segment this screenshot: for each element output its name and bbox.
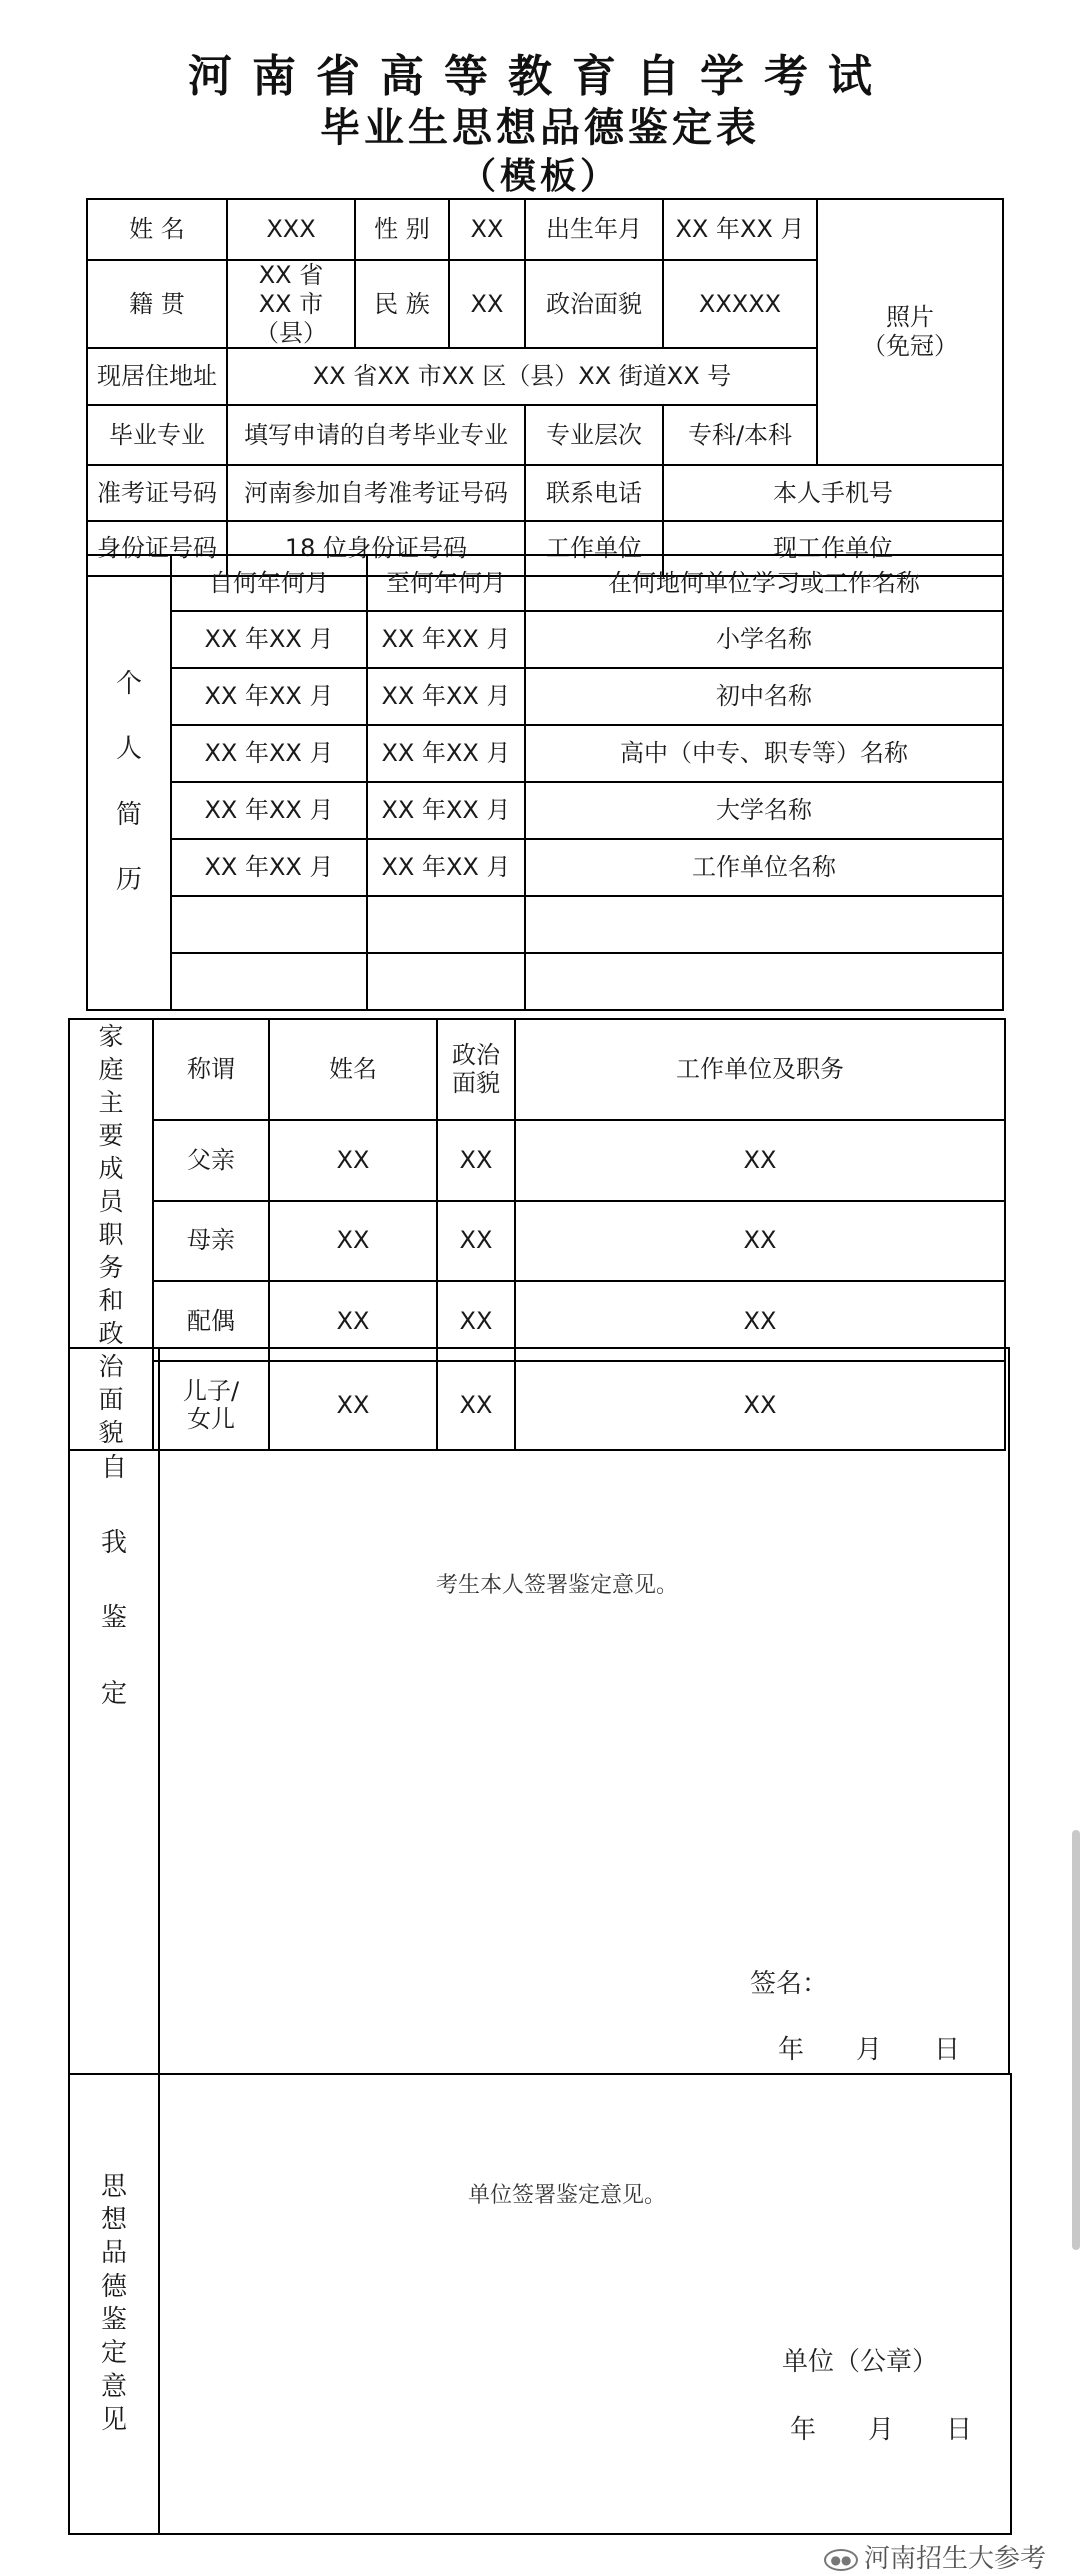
address-value: XX 省XX 市XX 区（县）XX 街道XX 号 [227, 348, 817, 405]
photo-note: （免冠） [862, 332, 958, 361]
family-header-political-text: 政治面貌 [451, 1041, 500, 1097]
resume-place: 大学名称 [525, 782, 1003, 839]
gender-value: XX [449, 199, 525, 260]
resume-table [86, 554, 1004, 1011]
family-political: XX [437, 1120, 515, 1200]
self-label-char: 我 [100, 1528, 127, 1559]
resume-from [171, 896, 367, 953]
family-work: XX [515, 1281, 1005, 1361]
basic-info-table [86, 198, 1004, 577]
gender-label: 性 别 [355, 199, 449, 260]
work-unit-label: 工作单位 [525, 521, 663, 576]
table-row [87, 782, 1003, 839]
signature-label: 签名： [750, 1969, 829, 1999]
template-label: （模板） [459, 156, 620, 197]
native-province: XX 省 [258, 261, 324, 289]
family-political: XX [437, 1361, 515, 1450]
level-value: 专科/本科 [663, 405, 817, 465]
id-number-value: 18 位身份证号码 [227, 521, 525, 576]
resume-from: XX 年XX 月 [171, 839, 367, 896]
level-label: 专业层次 [525, 405, 663, 465]
form-subtitle: 毕业生思想品德鉴定表 [320, 105, 760, 151]
resume-to: XX 年XX 月 [367, 782, 525, 839]
work-unit-value: 现工作单位 [663, 521, 1003, 576]
resume-from [171, 953, 367, 1010]
resume-place: 工作单位名称 [525, 839, 1003, 896]
resume-to: XX 年XX 月 [367, 668, 525, 725]
resume-header-to: 至何年何月 [367, 555, 525, 611]
table-row [69, 1120, 1005, 1200]
self-evaluation-hint: 考生本人签署鉴定意见。 [436, 1573, 679, 1598]
family-header-work: 工作单位及职务 [515, 1019, 1005, 1120]
major-label: 毕业专业 [87, 405, 227, 465]
family-header-name: 姓名 [269, 1019, 437, 1120]
ethnic-label: 民 族 [355, 260, 449, 348]
table-row [87, 896, 1003, 953]
family-label: 家庭主要成员职务和政治面貌 [98, 1022, 124, 1447]
photo-label: 照片 [886, 303, 934, 332]
resume-header-place: 在何地何单位学习或工作名称 [525, 555, 1003, 611]
native-place-value [227, 260, 355, 348]
resume-place [525, 953, 1003, 1010]
family-relation-text: 儿子/女儿 [182, 1377, 240, 1433]
scrollbar[interactable] [1072, 1830, 1080, 2250]
self-evaluation-content [159, 1348, 1009, 2074]
birth-label: 出生年月 [525, 199, 663, 260]
family-political: XX [437, 1201, 515, 1281]
self-label-char: 定 [100, 1678, 127, 1709]
id-number-label: 身份证号码 [87, 521, 227, 576]
family-work: XX [515, 1120, 1005, 1200]
family-name: XX [269, 1361, 437, 1450]
watermark [824, 2544, 1046, 2574]
birth-value: XX 年XX 月 [663, 199, 817, 260]
family-work: XX [515, 1201, 1005, 1281]
table-row [87, 725, 1003, 782]
self-label-char: 自 [100, 1453, 127, 1483]
moral-evaluation-hint: 单位签署鉴定意见。 [468, 2183, 667, 2208]
political-status-label: 政治面貌 [525, 260, 663, 348]
major-value: 填写申请的自考毕业专业 [227, 405, 525, 465]
resume-place: 初中名称 [525, 668, 1003, 725]
exam-number-label: 准考证号码 [87, 465, 227, 521]
table-row [87, 668, 1003, 725]
family-political: XX [437, 1281, 515, 1361]
resume-label-char: 人 [115, 734, 142, 765]
resume-place [525, 896, 1003, 953]
resume-label-char: 历 [115, 864, 142, 895]
photo-cell [817, 199, 1003, 465]
resume-to: XX 年XX 月 [367, 725, 525, 782]
exam-number-value: 河南参加自考准考证号码 [227, 465, 525, 521]
table-row [87, 611, 1003, 668]
resume-to: XX 年XX 月 [367, 611, 525, 668]
native-city: XX 市（县） [255, 289, 327, 347]
resume-from: XX 年XX 月 [171, 668, 367, 725]
family-relation: 父亲 [153, 1120, 269, 1200]
resume-label [87, 555, 171, 1010]
family-name: XX [269, 1281, 437, 1361]
watermark-text: 河南招生大参考 [863, 2544, 1046, 2574]
political-status-value: XXXXX [663, 260, 817, 348]
phone-label: 联系电话 [525, 465, 663, 521]
table-row [69, 1201, 1005, 1281]
self-evaluation-date: 年 月 日 [778, 2035, 961, 2065]
self-evaluation-label-cell [69, 1348, 159, 2074]
resume-from: XX 年XX 月 [171, 782, 367, 839]
family-name: XX [269, 1201, 437, 1281]
self-label-char: 鉴 [100, 1603, 127, 1634]
table-row [87, 953, 1003, 1010]
self-evaluation-table [68, 1347, 1010, 2075]
moral-evaluation-table [68, 2073, 1012, 2535]
phone-value: 本人手机号 [663, 465, 1003, 521]
name-value: XXX [227, 199, 355, 260]
moral-evaluation-content [159, 2074, 1011, 2534]
family-header-political [437, 1019, 515, 1120]
resume-label-char: 简 [115, 799, 142, 830]
resume-place: 小学名称 [525, 611, 1003, 668]
resume-label-char: 个 [115, 669, 142, 700]
family-work: XX [515, 1361, 1005, 1450]
family-relation: 配偶 [153, 1281, 269, 1361]
table-row [87, 839, 1003, 896]
moral-evaluation-label-cell [69, 2074, 159, 2534]
moral-evaluation-date: 年 月 日 [790, 2415, 973, 2445]
native-place-label: 籍 贯 [87, 260, 227, 348]
moral-evaluation-label: 思想品德鉴定意见 [100, 2171, 127, 2435]
resume-to [367, 896, 525, 953]
name-label: 姓 名 [87, 199, 227, 260]
resume-to: XX 年XX 月 [367, 839, 525, 896]
seal-label: 单位（公章） [782, 2347, 939, 2377]
resume-header-from: 自何年何月 [171, 555, 367, 611]
family-relation: 母亲 [153, 1201, 269, 1281]
address-label: 现居住地址 [87, 348, 227, 405]
wechat-icon: ●● [824, 2549, 858, 2571]
ethnic-value: XX [449, 260, 525, 348]
resume-place: 高中（中专、职专等）名称 [525, 725, 1003, 782]
family-name: XX [269, 1120, 437, 1200]
form-title: 河南省高等教育自学考试 [188, 51, 892, 102]
resume-to [367, 953, 525, 1010]
family-header-relation: 称谓 [153, 1019, 269, 1120]
resume-from: XX 年XX 月 [171, 725, 367, 782]
resume-from: XX 年XX 月 [171, 611, 367, 668]
